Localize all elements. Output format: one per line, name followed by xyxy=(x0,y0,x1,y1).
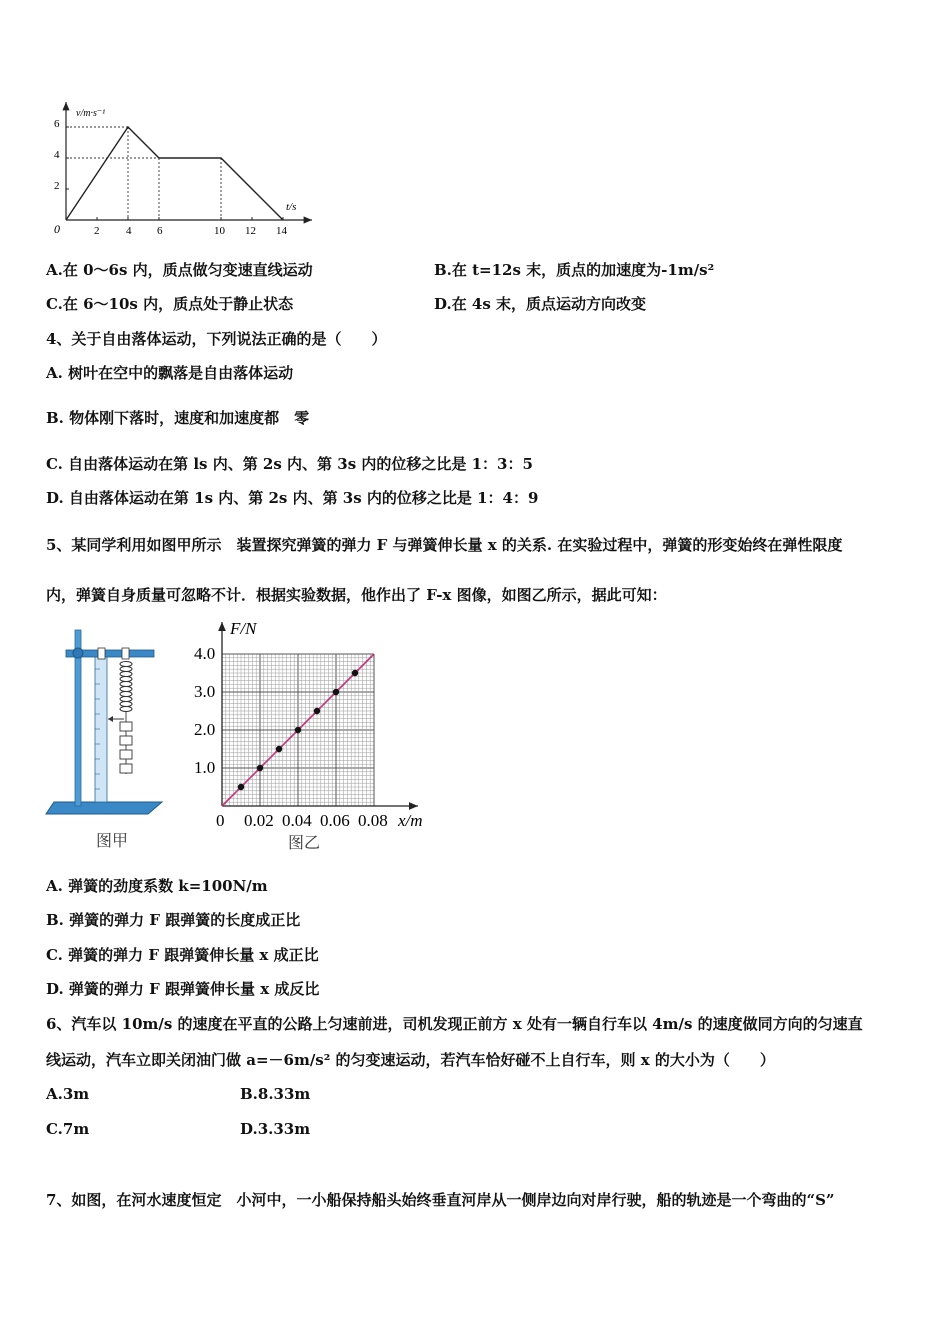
q6-option-d: D.3.33m xyxy=(240,1120,311,1138)
vt-y-label: v/m·s⁻¹ xyxy=(76,108,106,119)
fx-data-point xyxy=(276,746,282,752)
fx-data-point xyxy=(333,689,339,695)
fx-y-label: F/N xyxy=(230,619,257,638)
q6-stem-line2: 线运动，汽车立即关闭油门做 a=－6m/s² 的匀变速运动，若汽车恰好碰不上自行车，则 x 的大小为（ ） xyxy=(46,1051,775,1069)
vt-x-tick: 10 xyxy=(214,225,225,237)
fx-graph xyxy=(194,616,444,856)
vt-velocity-line xyxy=(66,127,283,220)
vt-graph xyxy=(50,96,320,246)
fx-x-tick: 0.06 xyxy=(320,811,350,830)
q4-option-a: A. 树叶在空中的飘落是自由落体运动 xyxy=(46,364,294,382)
fx-origin: 0 xyxy=(216,811,225,830)
fx-y-tick: 1.0 xyxy=(194,758,216,777)
q6-option-a: A.3m xyxy=(46,1085,90,1103)
q6-option-b: B.8.33m xyxy=(240,1085,311,1103)
q7-stem-line1: 7、如图，在河水速度恒定 小河中，一小船保持船头始终垂直河岸从一侧岸边向对岸行驶，船的轨迹是一个弯曲的“S” xyxy=(46,1191,835,1209)
fig-yi-caption: 图乙 xyxy=(288,835,321,852)
q3-option-c: C.在 6～10s 内，质点处于静止状态 xyxy=(46,295,294,313)
q4-option-c: C. 自由落体运动在第 ls 内、第 2s 内、第 3s 内的位移之比是 1：3：5 xyxy=(46,455,533,473)
fx-data-point xyxy=(352,670,358,676)
fx-x-tick: 0.08 xyxy=(358,811,388,830)
fx-y-tick: 2.0 xyxy=(194,720,216,739)
vt-x-tick: 2 xyxy=(94,225,100,237)
q5-stem-line1: 5、某同学利用如图甲所示 装置探究弹簧的弹力 F 与弹簧伸长量 x 的关系. 在实验过程中，弹簧的形变始终在弹性限度 xyxy=(46,536,843,554)
q5-option-a: A. 弹簧的劲度系数 k=100N/m xyxy=(46,877,268,895)
q6-stem-line1: 6、汽车以 10m/s 的速度在平直的公路上匀速前进，司机发现正前方 x 处有一辆自行车以 4m/s 的速度做同方向的匀速直 xyxy=(46,1015,863,1033)
vt-y-tick: 2 xyxy=(54,180,60,192)
vt-y-tick: 6 xyxy=(54,118,60,130)
q3-option-a: A.在 0～6s 内，质点做匀变速直线运动 xyxy=(46,261,313,279)
vt-x-tick: 4 xyxy=(126,225,132,237)
spring-apparatus-figure xyxy=(44,624,174,856)
q4-option-d: D. 自由落体运动在第 1s 内、第 2s 内、第 3s 内的位移之比是 1：4：9 xyxy=(46,489,539,507)
fx-y-tick: 3.0 xyxy=(194,682,216,701)
fx-data-point xyxy=(295,727,301,733)
q5-stem-line2: 内，弹簧自身质量可忽略不计．根据实验数据，他作出了 F-x 图像，如图乙所示，据此可知： xyxy=(46,586,667,604)
fx-x-tick: 0.04 xyxy=(282,811,312,830)
q5-option-b: B. 弹簧的弹力 F 跟弹簧的长度成正比 xyxy=(46,911,301,929)
q5-option-c: C. 弹簧的弹力 F 跟弹簧伸长量 x 成正比 xyxy=(46,946,319,964)
q6-option-c: C.7m xyxy=(46,1120,90,1138)
q4-option-b: B. 物体刚下落时，速度和加速度都 零 xyxy=(46,409,310,427)
fx-x-label: x/m xyxy=(398,811,423,830)
vt-x-label: t/s xyxy=(286,201,297,213)
vt-x-tick: 14 xyxy=(276,225,287,237)
q5-option-d: D. 弹簧的弹力 F 跟弹簧伸长量 x 成反比 xyxy=(46,980,320,998)
q3-option-b: B.在 t=12s 末，质点的加速度为-1m/s² xyxy=(434,261,715,279)
vt-origin: 0 xyxy=(54,222,60,236)
vt-y-tick: 4 xyxy=(54,149,60,161)
fig-jia-caption: 图甲 xyxy=(96,833,129,850)
vt-x-tick: 12 xyxy=(245,225,256,237)
fx-y-tick: 4.0 xyxy=(194,644,216,663)
fx-data-point xyxy=(238,784,244,790)
vt-x-tick: 6 xyxy=(157,225,163,237)
q3-option-d: D.在 4s 末，质点运动方向改变 xyxy=(434,295,647,313)
q4-stem: 4、关于自由落体运动，下列说法正确的是（ ） xyxy=(46,330,387,348)
fx-x-tick: 0.02 xyxy=(244,811,274,830)
fx-data-point xyxy=(314,708,320,714)
fx-data-point xyxy=(257,765,263,771)
